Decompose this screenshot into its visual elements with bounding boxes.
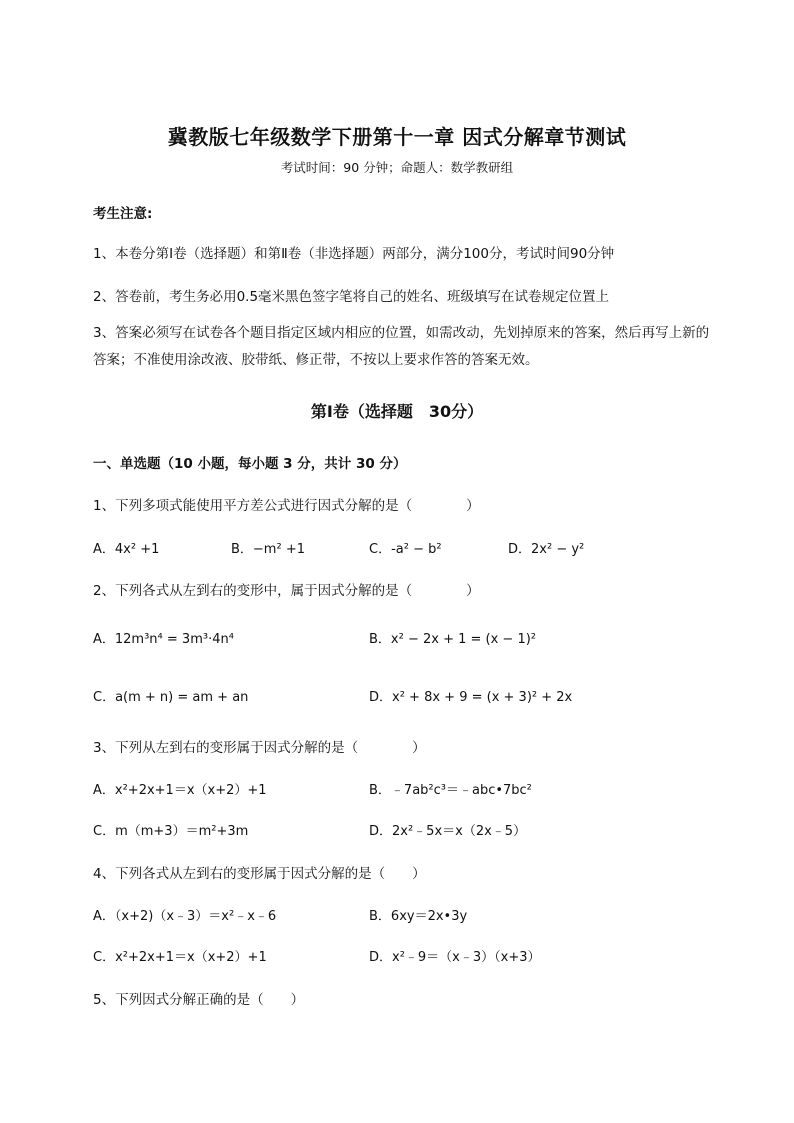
notice-item-1: 1、本卷分第Ⅰ卷（选择题）和第Ⅱ卷（非选择题）两部分，满分100分，考试时间90分钟 <box>93 246 615 262</box>
question-2-option-a: A．12m³n⁴ = 3m³·4n⁴ <box>93 632 234 647</box>
question-4-option-b: B．6xy＝2x•3y <box>369 909 468 924</box>
question-3-stem: 3、下列从左到右的变形属于因式分解的是（ ） <box>93 740 426 756</box>
exam-info: 考试时间：90 分钟；命题人：数学教研组 <box>280 160 514 175</box>
question-2-option-b: B．x² − 2x + 1 = (x − 1)² <box>369 632 537 647</box>
question-2-option-d: D．x² + 8x + 9 = (x + 3)² + 2x <box>369 690 573 705</box>
notice-heading: 考生注意: <box>93 206 153 222</box>
document-title: 冀教版七年级数学下册第十一章 因式分解章节测试 <box>167 125 627 149</box>
section-heading: 一、单选题（10 小题，每小题 3 分，共计 30 分） <box>93 456 407 472</box>
question-4-option-a: A．（x+2)（x﹣3）＝x²﹣x﹣6 <box>93 909 277 924</box>
question-2-stem: 2、下列各式从左到右的变形中，属于因式分解的是（ ） <box>93 583 480 599</box>
notice-item-3: 3、答案必须写在试卷各个题目指定区域内相应的位置，如需改动，先划掉原来的答案，然后再写上新的答案；不准使用涂改液、胶带纸、修正带，不按以上要求作答的答案无效。 <box>93 325 710 368</box>
question-1-stem: 1、下列多项式能使用平方差公式进行因式分解的是（ ） <box>93 498 480 514</box>
question-3-option-c: C．m（m+3）＝m²+3m <box>93 824 249 839</box>
question-1-option-c: C．-a² − b² <box>369 542 442 557</box>
question-3-option-d: D．2x²﹣5x＝x（2x﹣5） <box>369 824 527 839</box>
question-1-option-b: B．−m² +1 <box>231 542 305 557</box>
question-5-stem: 5、下列因式分解正确的是（ ） <box>93 992 305 1008</box>
question-4-option-c: C．x²+2x+1＝x（x+2）+1 <box>93 950 267 965</box>
question-3-option-b: B．﹣7ab²c³＝﹣abc•7bc² <box>369 783 532 798</box>
question-1-option-d: D．2x² − y² <box>508 542 585 557</box>
question-4-stem: 4、下列各式从左到右的变形属于因式分解的是（ ） <box>93 866 426 882</box>
notice-item-2: 2、答卷前，考生务必用0.5毫米黑色签字笔将自己的姓名、班级填写在试卷规定位置上 <box>93 289 610 305</box>
part-heading: 第Ⅰ卷（选择题 30分） <box>310 402 484 421</box>
question-2-option-c: C．a(m + n) = am + an <box>93 690 249 705</box>
question-3-option-a: A．x²+2x+1＝x（x+2）+1 <box>93 783 267 798</box>
question-4-option-d: D．x²﹣9＝（x﹣3）（x+3） <box>369 950 541 965</box>
question-1-option-a: A．4x² +1 <box>93 542 160 557</box>
